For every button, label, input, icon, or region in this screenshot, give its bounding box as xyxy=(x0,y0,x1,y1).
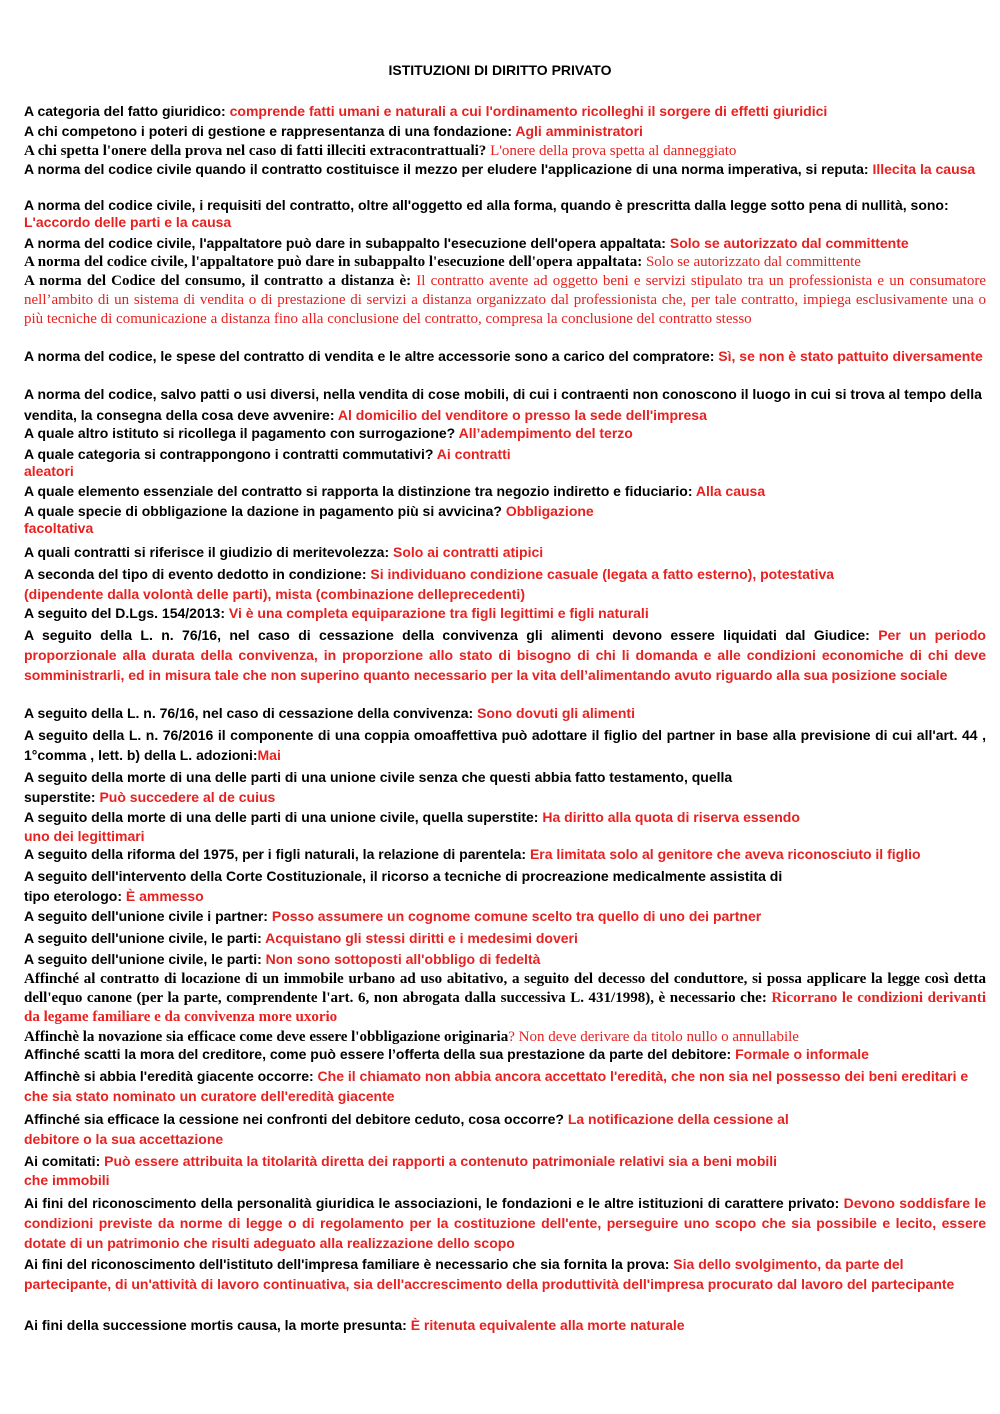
answer: È ritenuta equivalente alla morte naturale xyxy=(410,1317,685,1333)
question: Affinché al contratto di locazione di un immobile urbano ad uso abitativo, a seguito del decesso del conduttore, si possa applicare la legge così detta dell'equo canone (per la parte, comprendente l'art. 6, non abrogata dalla successiva L. 431/1998), è necessario che: xyxy=(24,971,986,1006)
qa-item xyxy=(24,425,986,442)
question: A seguito della riforma del 1975, per i figli naturali, la relazione di parentela: xyxy=(24,846,530,862)
answer: Al domicilio del venditore o presso la sede dell'impresa xyxy=(337,407,707,423)
answer: ? Non deve derivare da titolo nullo o annullabile xyxy=(508,1029,799,1045)
answer: È ammesso xyxy=(125,888,204,904)
answer: Mai xyxy=(257,747,281,763)
qa-item xyxy=(24,1193,986,1253)
qa-item xyxy=(24,951,986,968)
question: A quale altro istituto si ricollega il pagamento con surrogazione? xyxy=(24,425,459,441)
answer: Per un periodo proporzionale alla durata della convivenza, in proporzione allo stato di bisogno di chi li domanda e alle condizioni economiche di chi deve somministrarli, ed in misura tale che non superino quanto necessario per la vita dell’alimentando avuto riguardo alla sua posizione sociale xyxy=(24,627,986,683)
question: Ai fini del riconoscimento dell'istituto dell'impresa familiare è necessario che sia fornita la prova: xyxy=(24,1256,674,1272)
answer: Sono dovuti gli alimenti xyxy=(477,705,635,721)
question: A categoria del fatto giuridico: xyxy=(24,103,230,119)
question: A seguito della morte di una delle parti di una unione civile senza che questi abbia fatto testamento, quella xyxy=(24,769,733,785)
qa-item xyxy=(24,161,986,178)
answer: L'accordo delle parti e la causa xyxy=(24,214,232,230)
question: Affinché scatti la mora del creditore, come può essere l’offerta della sua prestazione da parte del debitore: xyxy=(24,1046,736,1062)
qa-item xyxy=(24,197,986,231)
question: Ai comitati: xyxy=(24,1153,105,1169)
answer: Si individuano condizione casuale (legata a fatto esterno), potestativa xyxy=(370,566,835,582)
qa-item xyxy=(24,808,986,846)
qa-item xyxy=(24,253,986,272)
qa-item xyxy=(24,446,986,480)
answer: Solo se autorizzato dal committente xyxy=(645,254,861,270)
answer-continued: aleatori xyxy=(24,463,74,479)
qa-item xyxy=(24,705,986,722)
qa-item xyxy=(24,866,986,906)
answer: Ai contratti xyxy=(436,446,511,462)
qa-item xyxy=(24,348,986,365)
question: A chi spetta l'onere della prova nel caso di fatti illeciti extracontrattuali? xyxy=(24,143,491,159)
answer: Formale o informale xyxy=(735,1046,869,1062)
qa-item xyxy=(24,930,986,947)
question: Affinchè la novazione sia efficace come deve essere l'obbligazione originaria xyxy=(24,1029,509,1045)
question: A norma del codice civile, i requisiti del contratto, oltre all'oggetto ed alla forma, quando è prescritta dalla legge sotto pena di nullità, sono: xyxy=(24,197,949,213)
question: A seguito del D.Lgs. 154/2013: xyxy=(24,605,229,621)
document-title: ISTITUZIONI DI DIRITTO PRIVATO xyxy=(388,62,612,78)
qa-item xyxy=(24,1046,986,1063)
question: A quale elemento essenziale del contratto si rapporta la distinzione tra negozio indiretto e fiduciario: xyxy=(24,483,696,499)
qa-item xyxy=(24,272,986,329)
answer: Alla causa xyxy=(695,483,766,499)
question: A quale categoria si contrappongono i contratti commutativi? xyxy=(24,446,437,462)
answer: Può essere attribuita la titolarità diretta dei rapporti a contenuto patrimoniale relativi sia a beni mobili xyxy=(104,1153,778,1169)
question-continued: superstite: xyxy=(24,789,100,805)
answer: Solo ai contratti atipici xyxy=(393,544,544,560)
answer: Sia dello svolgimento, da parte del partecipante, di un'attività di lavoro continuativa, sia dell'accrescimento della produttività dell'impresa procurato dal lavoro del partecipante xyxy=(24,1256,955,1292)
question: A seguito dell'unione civile, le parti: xyxy=(24,951,266,967)
answer: Solo se autorizzato dal committente xyxy=(669,235,909,251)
answer: Acquistano gli stessi diritti e i medesimi doveri xyxy=(265,930,578,946)
answer-continued: che immobili xyxy=(24,1172,110,1188)
question: A seguito della L. n. 76/16, nel caso di cessazione della convivenza gli alimenti devono essere liquidati dal Giudice: xyxy=(24,627,879,643)
answer: Ricorrano le condizioni derivanti da legame familiare e da convivenza more uxorio xyxy=(24,990,986,1025)
answer: Agli amministratori xyxy=(515,123,643,139)
answer: La notificazione della cessione al xyxy=(567,1111,789,1127)
question: Ai fini della successione mortis causa, la morte presunta: xyxy=(24,1317,411,1333)
qa-item xyxy=(24,235,986,252)
qa-item xyxy=(24,605,986,622)
qa-item xyxy=(24,1317,986,1334)
question: A norma del Codice del consumo, il contratto a distanza è: xyxy=(24,273,417,289)
question: A quale specie di obbligazione la dazione in pagamento più si avvicina? xyxy=(24,503,506,519)
qa-item xyxy=(24,564,986,604)
answer-continued: facoltativa xyxy=(24,520,94,536)
answer: Che il chiamato non abbia ancora accettato l'eredità, che non sia nel possesso dei beni ereditari e che sia stato nominato un curatore dell'eredità giacente xyxy=(24,1068,969,1104)
question: Ai fini del riconoscimento della personalità giuridica le associazioni, le fondazioni e le altre istituzioni di carattere privato: xyxy=(24,1195,844,1211)
answer: Era limitata solo al genitore che aveva riconosciuto il figlio xyxy=(529,846,921,862)
question: A seguito dell'intervento della Corte Costituzionale, il ricorso a tecniche di procreazione medicalmente assistita di xyxy=(24,868,783,884)
question: A norma del codice civile, l'appaltatore può dare in subappalto l'esecuzione dell'opera appaltata: xyxy=(24,254,646,270)
question: A seguito della morte di una delle parti di una unione civile, quella superstite: xyxy=(24,809,543,825)
qa-item xyxy=(24,103,986,120)
qa-item xyxy=(24,846,986,863)
qa-item xyxy=(24,1254,986,1294)
qa-item xyxy=(24,970,986,1027)
answer: L'onere della prova spetta al danneggiato xyxy=(490,143,737,159)
question: A seconda del tipo di evento dedotto in condizione: xyxy=(24,566,371,582)
answer: Il contratto avente ad oggetto beni e servizi stipulato tra un professionista e un consumatore nell’ambito di un sistema di vendita o di prestazione di servizi a distanza organizzato dal professionista che, per tale contratto, impiega esclusivamente una o più tecniche di comunicazione a distanza fino alla conclusione del contratto, compresa la conclusione del contratto stesso xyxy=(24,273,987,327)
question: A norma del codice, salvo patti o usi diversi, nella vendita di cose mobili, di cui i contraenti non conoscono il luogo in cui si trova al tempo della vendita, la consegna della cosa deve avvenire: xyxy=(24,386,982,423)
qa-item xyxy=(24,908,986,925)
qa-item xyxy=(24,142,986,161)
answer: Obbligazione xyxy=(505,503,594,519)
qa-item xyxy=(24,1028,986,1047)
answer: Devono soddisfare le condizioni previste da norme di legge o di regolamento per la costituzione dell'ente, perseguire uno scopo che sia possibile e lecito, essere dotate di un patrimonio che risulti adeguato alla realizzazione dello scopo xyxy=(24,1195,987,1251)
qa-item xyxy=(24,544,986,561)
answer-continued: uno dei legittimari xyxy=(24,828,145,844)
question: A seguito della L. n. 76/16, nel caso di cessazione della convivenza: xyxy=(24,705,478,721)
question: A norma del codice, le spese del contratto di vendita e le altre accessorie sono a carico del compratore: xyxy=(24,348,719,364)
question: A norma del codice civile quando il contratto costituisce il mezzo per eludere l'applicazione di una norma imperativa, si reputa: xyxy=(24,161,873,177)
answer: Vi è una completa equiparazione tra figli legittimi e figli naturali xyxy=(228,605,649,621)
answer: Non sono sottoposti all'obbligo di fedeltà xyxy=(265,951,541,967)
qa-item xyxy=(24,483,986,500)
answer: Sì, se non è stato pattuito diversamente xyxy=(718,348,983,364)
qa-item xyxy=(24,384,986,426)
question: Affinchè si abbia l'eredità giacente occorre: xyxy=(24,1068,318,1084)
answer: All’adempimento del terzo xyxy=(458,425,633,441)
answer-continued: (dipendente dalla volontà delle parti), mista (combinazione delleprecedenti) xyxy=(24,586,525,602)
answer: Può succedere al de cuius xyxy=(99,789,276,805)
question-continued: tipo eterologo: xyxy=(24,888,126,904)
question: A seguito dell'unione civile i partner: xyxy=(24,908,272,924)
question: A norma del codice civile, l'appaltatore può dare in subappalto l'esecuzione dell'opera appaltata: xyxy=(24,235,670,251)
question: Affinché sia efficace la cessione nei confronti del debitore ceduto, cosa occorre? xyxy=(24,1111,568,1127)
qa-item xyxy=(24,767,986,807)
question: A quali contratti si riferisce il giudizio di meritevolezza: xyxy=(24,544,394,560)
answer: comprende fatti umani e naturali a cui l'ordinamento ricolleghi il sorgere di effetti giuridici xyxy=(229,103,828,119)
answer: Illecita la causa xyxy=(872,161,976,177)
question: A chi competono i poteri di gestione e rappresentanza di una fondazione: xyxy=(24,123,516,139)
qa-item xyxy=(24,1152,986,1190)
qa-item xyxy=(24,123,986,140)
qa-item xyxy=(24,1109,986,1149)
question: A seguito dell'unione civile, le parti: xyxy=(24,930,266,946)
qa-item xyxy=(24,1066,986,1106)
qa-item xyxy=(24,503,986,537)
answer-continued: debitore o la sua accettazione xyxy=(24,1131,224,1147)
question: A seguito della L. n. 76/2016 il componente di una coppia omoaffettiva può adottare il figlio del partner in base alla previsione di cui all'art. 44 , 1°comma , lett. b) della L. adozioni: xyxy=(24,727,986,763)
qa-item xyxy=(24,625,986,685)
answer: Ha diritto alla quota di riserva essendo xyxy=(542,809,800,825)
answer: Posso assumere un cognome comune scelto tra quello di uno dei partner xyxy=(271,908,762,924)
qa-item xyxy=(24,725,986,765)
